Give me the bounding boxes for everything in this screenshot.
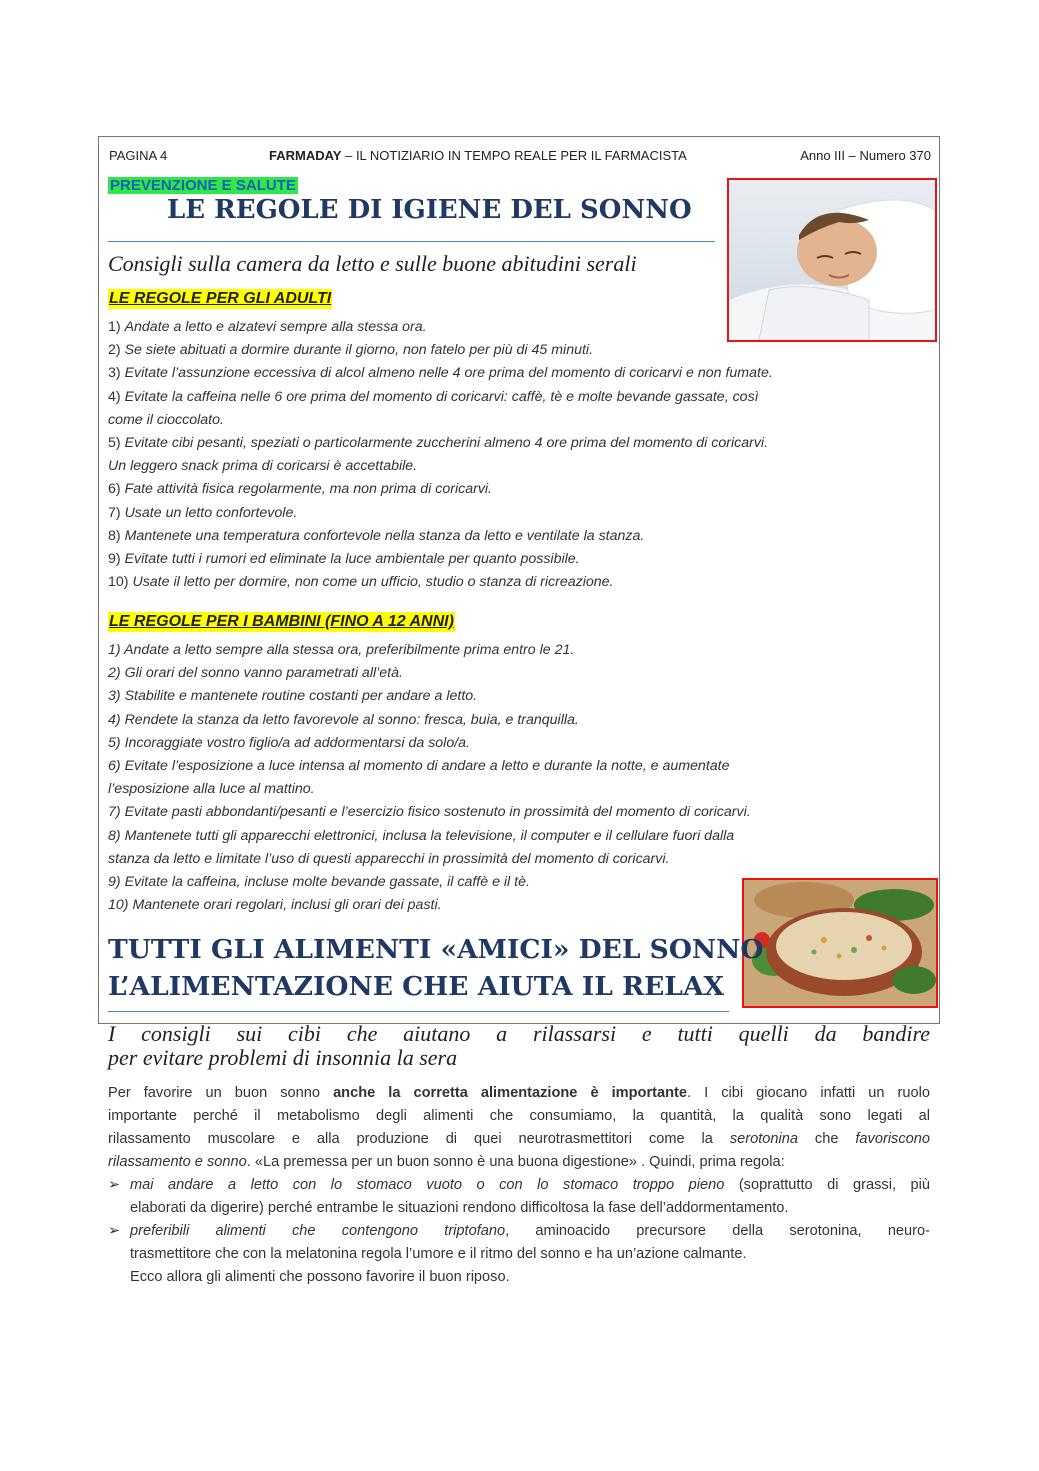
rule-item [108, 362, 928, 385]
rule-number: 2) [108, 665, 125, 682]
intro-line [108, 1151, 930, 1174]
rule-number: 5) [108, 734, 125, 751]
rule-text: Rendete la stanza da letto favorevole al sonno: fresca, buia, e tranquilla. [124, 711, 579, 728]
bullet-line [130, 1174, 930, 1197]
rule-item [108, 339, 928, 362]
rule-item [108, 825, 928, 848]
rule-text: Gli orari del sonno vanno parametrati all’età. [124, 665, 403, 682]
intro-line [108, 1082, 930, 1105]
rule-text: Se siete abituati a dormire durante il giorno, non fatelo per più di 45 minuti. [124, 342, 594, 359]
rule-number: 4) [108, 388, 125, 405]
children-rules-list [108, 639, 928, 917]
intro-line: importante perché il metabolismo degli alimenti che consumiamo, la quantità, la qualità sono legati al [108, 1108, 930, 1124]
soup-bowl-illustration [744, 880, 936, 1006]
rule-item [108, 409, 928, 432]
rule-text: Mantenete una temperatura confortevole nella stanza da letto e ventilate la stanza. [124, 527, 645, 544]
rule-text: Usate un letto confortevole. [124, 504, 298, 521]
rule-item [108, 478, 928, 501]
bullet-text: (soprattutto di grassi, più [724, 1177, 930, 1193]
intro-line [108, 1128, 930, 1151]
intro-text: . I cibi giocano infatti un ruolo [687, 1085, 930, 1101]
rule-item [108, 755, 928, 778]
rule-text: Andate a letto e alzatevi sempre alla stessa ora. [124, 319, 427, 335]
rule-item [108, 502, 928, 525]
rule-number: 9) [108, 874, 125, 891]
rule-text: Mantenete orari regolari, inclusi gli orari dei pasti. [132, 897, 442, 914]
rule-number: 2) [108, 342, 125, 359]
rule-text: Evitate cibi pesanti, speziati o particolarmente zuccherini almeno 4 ore prima del momento di coricarvi. [124, 435, 769, 452]
bullet-item [108, 1220, 930, 1289]
section-tag: PREVENZIONE E SALUTE [110, 177, 296, 194]
page-number: PAGINA 4 [109, 148, 168, 163]
rule-text: Evitate la caffeina nelle 6 ore prima del momento di coricarvi: caffè, tè e molte bevande gassate, così [124, 388, 759, 405]
intro-text: che [798, 1131, 856, 1147]
bullet-line: elaborati da digerire) perché entrambe le situazioni rendono difficoltosa la fase dell’addormentamento. [130, 1200, 789, 1216]
rule-text: Fate attività fisica regolarmente, ma non prima di coricarvi. [124, 481, 493, 498]
arrow-bullet-icon: ➢ [108, 1177, 121, 1193]
rule-number: 10) [108, 574, 133, 591]
rule-number: 7) [108, 804, 125, 821]
rule-item [108, 801, 928, 824]
article2-intro [108, 1082, 930, 1174]
rule-text: Evitate pasti abbondanti/pesanti e l’esercizio fisico sostenuto in prossimità del momento di coricarvi. [124, 804, 751, 821]
rule-text: Mantenete tutti gli apparecchi elettronici, inclusa la televisione, il computer e il cellulare fuori dalla [124, 827, 735, 844]
intro-italic: favoriscono [855, 1131, 931, 1147]
article2-subtitle [108, 1022, 930, 1070]
rule-item [108, 432, 928, 455]
rule-text: Stabilite e mantenete routine costanti per andare a letto. [124, 688, 478, 705]
intro-text: . «La premessa per un buon sonno è una buona digestione» . Quindi, prima regola: [246, 1154, 785, 1170]
rule-text: Incoraggiate vostro figlio/a ad addormentarsi da solo/a. [124, 734, 470, 751]
running-header [109, 148, 931, 166]
rule-text: Evitate la caffeina, incluse molte bevande gassate, il caffè e il tè. [124, 874, 530, 891]
newsletter-title [269, 148, 687, 163]
intro-italic: rilassamento e sonno [108, 1154, 247, 1170]
title-rule [108, 241, 715, 242]
rule-number: 3) [108, 365, 125, 382]
article2-subtitle-line2: per evitare problemi di insonnia la sera [108, 1045, 458, 1070]
rule-number: 4) [108, 711, 125, 728]
article2-subtitle-line1: I consigli sui cibi che aiutano a rilassarsi e tutti quelli da bandire [108, 1021, 930, 1046]
title-rule-2 [108, 1011, 729, 1012]
rule-text: l’esposizione alla luce al mattino. [108, 781, 315, 798]
advice-bullets [108, 1174, 930, 1289]
rule-number: 3) [108, 688, 125, 705]
rule-text: Evitate l’esposizione a luce intensa al momento di andare a letto e durante la notte, e aumentate [124, 758, 730, 775]
article-subtitle: Consigli sulla camera da letto e sulle buone abitudini serali [108, 251, 637, 276]
rule-number: 1) [108, 642, 125, 658]
rule-item [108, 732, 928, 755]
rule-text: Evitate tutti i rumori ed eliminate la luce ambientale per quanto possibile. [124, 551, 580, 568]
bullet-line: Ecco allora gli alimenti che possono favorire il buon riposo. [130, 1269, 510, 1285]
rule-item [108, 548, 928, 571]
article-title: LE REGOLE DI IGIENE DEL SONNO [167, 195, 692, 225]
article2-title-line2: L’ALIMENTAZIONE CHE AIUTA IL RELAX [108, 971, 725, 1002]
rule-number: 9) [108, 551, 125, 568]
adults-rules-heading: LE REGOLE PER GLI ADULTI [109, 290, 332, 307]
rule-item [108, 455, 928, 478]
rule-item [108, 525, 928, 548]
bullet-text: , aminoacido precursore della serotonina, neuro- [505, 1223, 930, 1239]
bullet-item [108, 1174, 930, 1220]
brand-name: FARMADAY [269, 148, 342, 163]
rule-item [108, 639, 928, 662]
rule-text: Usate il letto per dormire, non come un ufficio, studio o stanza di ricreazione. [132, 574, 614, 591]
arrow-bullet-icon: ➢ [108, 1223, 121, 1239]
bullet-line [130, 1220, 930, 1243]
rule-item [108, 316, 928, 339]
rule-item [108, 848, 928, 871]
rule-number: 6) [108, 758, 125, 775]
bullet-italic: preferibili alimenti che contengono triptofano [130, 1223, 506, 1239]
rule-text: Evitate l’assunzione eccessiva di alcol almeno nelle 4 ore prima del momento di coricarvi e non fumate. [124, 365, 773, 382]
rule-text: Andate a letto sempre alla stessa ora, preferibilmente prima entro le 21. [124, 642, 575, 658]
soup-photo [742, 878, 938, 1008]
rule-text: come il cioccolato. [108, 411, 224, 428]
rule-item [108, 662, 928, 685]
intro-text: rilassamento muscolare e alla produzione di quei neurotrasmettitori come la [108, 1131, 730, 1147]
adults-rules-list [108, 316, 928, 594]
children-rules-heading: LE REGOLE PER I BAMBINI (FINO A 12 ANNI) [109, 613, 454, 630]
rule-item [108, 571, 928, 594]
bullet-line: trasmettitore che con la melatonina regola l’umore e il ritmo del sonno e ha un’azione calmante. [130, 1246, 747, 1262]
intro-bold: anche la corretta alimentazione è importante [333, 1085, 688, 1101]
rule-item [108, 709, 928, 732]
rule-text: stanza da letto e limitate l’uso di questi apparecchi in prossimità del momento di coricarvi. [108, 850, 670, 867]
rule-number: 8) [108, 827, 125, 844]
intro-italic: serotonina [729, 1131, 798, 1147]
page-frame [98, 136, 940, 1285]
rule-number: 5) [108, 435, 125, 452]
rule-number: 8) [108, 527, 125, 544]
rule-number: 6) [108, 481, 125, 498]
rule-number: 1) [108, 319, 125, 335]
rule-item [108, 685, 928, 708]
rule-item [108, 778, 928, 801]
newsletter-tagline: – IL NOTIZIARIO IN TEMPO REALE PER IL FARMACISTA [341, 148, 687, 163]
rule-text: Un leggero snack prima di coricarsi è accettabile. [108, 458, 418, 475]
article2-title-line1: TUTTI GLI ALIMENTI «AMICI» DEL SONNO [108, 934, 764, 965]
rule-number: 7) [108, 504, 125, 521]
rule-number: 10) [108, 897, 133, 914]
intro-text: Per favorire un buon sonno [108, 1085, 334, 1101]
issue-number: Anno III – Numero 370 [800, 148, 931, 163]
bullet-italic: mai andare a letto con lo stomaco vuoto o con lo stomaco troppo pieno [130, 1177, 725, 1193]
rule-item [108, 386, 928, 409]
